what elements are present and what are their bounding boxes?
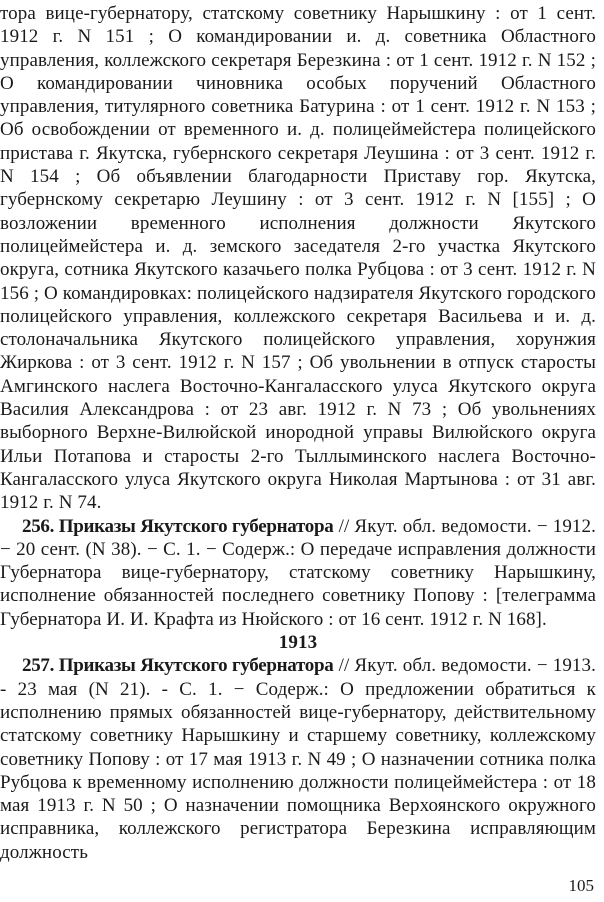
entry-256-body: // Якут. обл. ведомости. − 1912. − 20 сент. (N 38). − С. 1. − Содерж.: О передаче исправления должности Губернатора вице-губернатору, статскому советнику Нарышкину, исполнение обязанностей последнего советнику Попову : [телеграмма Губернатора И. И. Крафта из Нюйского : от 16 сент. 1912 г. N 168]. bbox=[0, 515, 596, 630]
entry-257-body: // Якут. обл. ведомости. − 1913. - 23 мая (N 21). - С. 1. − Содерж.: О предложении обратиться к исполнению прямых обязанностей вице-губернатору, действительному статскому советнику Нарышкину и старшему советнику, коллежскому советнику Попову : от 17 мая 1913 г. N 49 ; О назначении сотника полка Рубцова к временному исполнению должности полицеймейстера : от 18 мая 1913 г. N 50 ; О назначении помощника Верхоянского окружного исправника, коллежского регистратора Березкина исправляющим должность bbox=[0, 655, 596, 863]
page-number: 105 bbox=[568, 876, 594, 895]
entry-256 bbox=[0, 515, 596, 631]
entry-257 bbox=[0, 654, 596, 864]
continued-paragraph: тора вице-губернатору, статскому советнику Нарышкину : от 1 сент. 1912 г. N 151 ; О командировании и. д. советника Областного управления, коллежского секретаря Березкина : от 1 сент. 1912 г. N 152 ; О командировании чиновника особых поручений Областного управления, титулярного советника Батурина : от 1 сент. 1912 г. N 153 ; Об освобождении от временного и. д. полицеймейстера полицейского пристава г. Якутска, губернского секретаря Леушина : от 3 сент. 1912 г. N 154 ; Об объявлении благодарности Приставу гор. Якутска, губернскому секретарю Леушину : от 3 сент. 1912 г. N [155] ; О возложении временного исполнения должности Якутского полицеймейстера и. д. земского заседателя 2-го участка Якутского округа, сотника Якутского казачьего полка Рубцова : от 3 сент. 1912 г. N 156 ; О командировках: полицейского надзирателя Якутского городского полицейского управления, коллежского секретаря Васильева и и. д. столоначальника Якутского полицейского управления, хорунжия Жиркова : от 3 сент. 1912 г. N 157 ; Об увольнении в отпуск старосты Амгинского наслега Восточно-Кангаласского улуса Якутского округа Василия Александрова : от 23 авг. 1912 г. N 73 ; Об увольнениях выборного Верхне-Вилюйской инородной управы Вилюйского округа Ильи Потапова и старосты 2-го Тыллыминского наслега Восточно-Кангаласского улуса Якутского округа Николая Мартынова : от 31 авг. 1912 г. N 74. bbox=[0, 3, 596, 514]
entry-257-title: 257. Приказы Якутского губернатора bbox=[22, 655, 334, 677]
entry-256-title: 256. Приказы Якутского губернатора bbox=[22, 515, 334, 537]
year-heading: 1913 bbox=[278, 632, 318, 654]
body-text bbox=[0, 2, 596, 864]
